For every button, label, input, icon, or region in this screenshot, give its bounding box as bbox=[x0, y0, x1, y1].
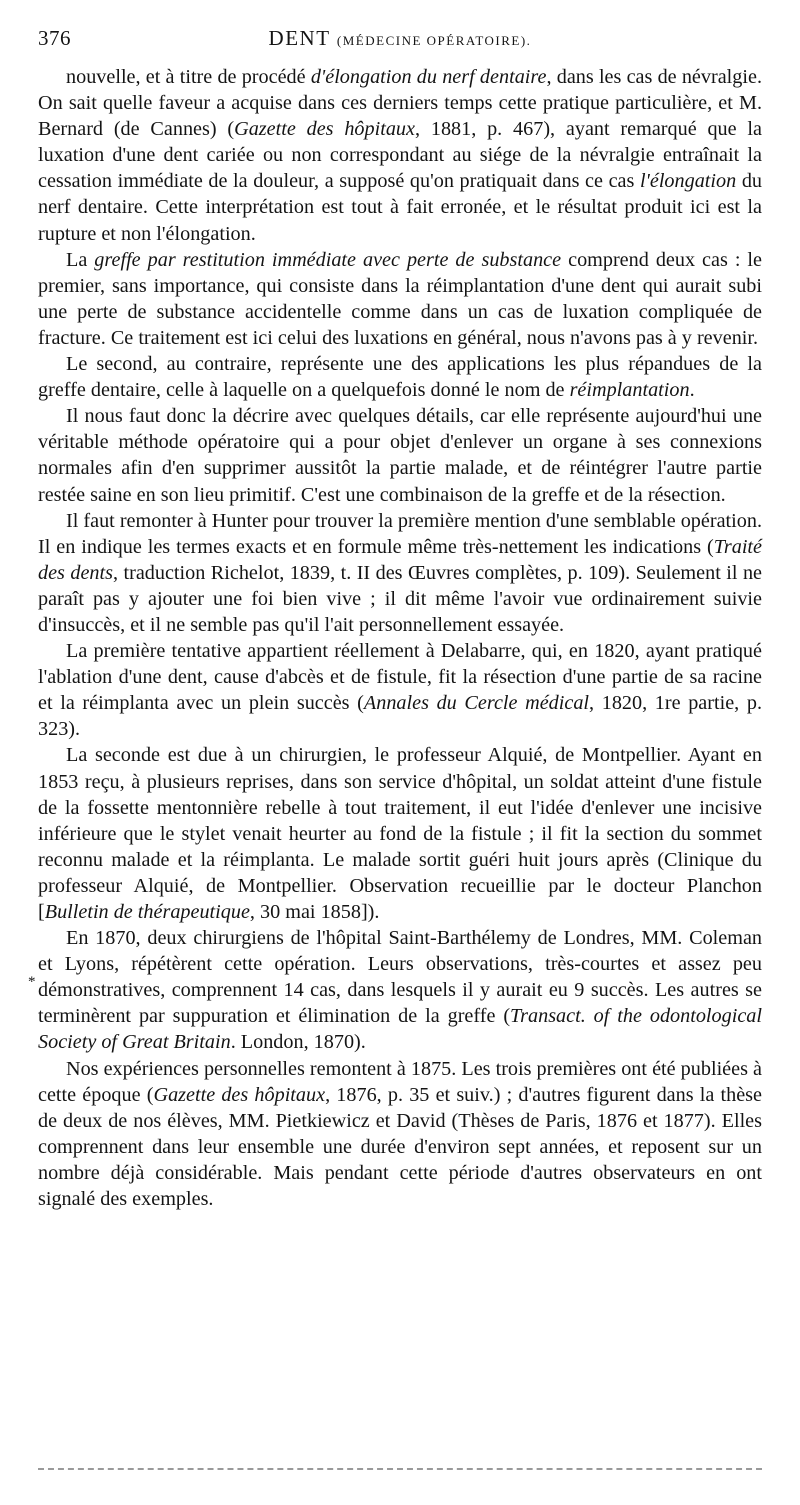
paragraph bbox=[38, 1056, 762, 1213]
italic-run: d'élongation du nerf dentaire bbox=[310, 66, 547, 88]
paragraph bbox=[38, 403, 762, 507]
paragraph bbox=[38, 742, 762, 925]
italic-run: réimplantation bbox=[569, 379, 690, 402]
paragraph bbox=[38, 64, 762, 247]
text-run: , 1881, p. 467), ayant remarqué que la luxation d'une dent cariée ou non correspondant au siége de la névralgie entraînait la cessation immédiate de la douleur, a supposé qu'on pratiquait dans ce cas bbox=[38, 118, 762, 193]
paragraph bbox=[38, 638, 762, 742]
italic-run: Annales du Cercle médical bbox=[363, 692, 590, 715]
footer-rule bbox=[38, 1468, 762, 1470]
text-run: La première tentative appartient réellement à Delabarre, qui, en 1820, ayant pratiqué l'ablation d'une dent, cause d'abcès et de fistule, fit la résection d'une partie de sa racine et la réimplanta avec un plein succès ( bbox=[38, 640, 762, 715]
italic-run: greffe par restitution immédiate avec perte de substance bbox=[94, 248, 562, 271]
italic-run: l'élongation bbox=[639, 170, 737, 193]
text-run: Il nous faut donc la décrire avec quelques détails, car elle représente aujourd'hui une véritable méthode opératoire qui a pour objet d'enlever un organe à ses connexions normales afin d'en supprimer aussitôt la partie malade, et de réintégrer l'autre partie restée saine en son lieu primitif. C'est une combinaison de la greffe et de la résection. bbox=[38, 405, 762, 506]
text-run: La bbox=[66, 248, 95, 271]
text-run: Il faut remonter à Hunter pour trouver la première mention d'une semblable opération. Il en indique les termes exacts et en formule même très-nettement les indications ( bbox=[38, 509, 762, 558]
body-text bbox=[38, 64, 762, 1212]
text-run: du nerf dentaire. Cette interprétation est tout à fait erronée, et le résultat produit ici est la rupture et non l'élongation. bbox=[38, 170, 762, 245]
text-run: , 30 mai 1858]). bbox=[249, 901, 380, 923]
running-header bbox=[38, 26, 762, 56]
text-run: Nos expériences personnelles remontent à 1875. Les trois premières ont été publiées à cette époque ( bbox=[38, 1057, 762, 1106]
italic-run: Bulletin de thérapeutique bbox=[44, 901, 250, 923]
text-run: , 1820, 1re partie, p. 323). bbox=[38, 692, 762, 741]
italic-run: Traité des dents bbox=[38, 535, 762, 584]
paragraph bbox=[38, 508, 762, 638]
running-title-subtitle: (MÉDECINE OPÉRATOIRE). bbox=[336, 33, 532, 48]
text-run: La seconde est due à un chirurgien, le professeur Alquié, de Montpellier. Ayant en 1853 reçu, à plusieurs reprises, dans son service d'hôpital, un soldat atteint d'une fistule de la fossette mentonnière rebelle à tout traitement, il eut l'idée d'enlever une incisive inférieure que le stylet venait heurter au fond de la fistule ; il fit la section du sommet reconnu malade et la réimplanta. Le malade sortit guéri huit jours après (Clinique du professeur Alquié, de Montpellier. Observation recueillie par le docteur Planchon [ bbox=[38, 744, 762, 923]
italic-run: Gazette des hôpitaux bbox=[234, 118, 415, 141]
italic-run: Gazette des hôpitaux bbox=[153, 1083, 326, 1106]
text-run: Le second, au contraire, représente une des applications les plus répandues de la greffe dentaire, celle à laquelle on a quelquefois donné le nom de bbox=[38, 353, 762, 402]
page-number: 376 bbox=[38, 26, 71, 50]
text-run: , traduction Richelot, 1839, t. II des Œuvres complètes, p. 109). Seulement il ne paraît pas y ajouter une foi bien vive ; il dit même l'avoir vue ordinairement suivie d'insuccès, et il ne semble pas qu'il l'ait personnellement essayée. bbox=[38, 561, 762, 636]
text-run: , 1876, p. 35 et suiv.) ; d'autres figurent dans la thèse de deux de nos élèves, MM. Pietkiewicz et David (Thèses de Paris, 1876 et 1877). Elles comprennent dans leur ensemble une durée d'environ sept années, et reposent sur un nombre déjà considérable. Mais pendant cette période d'autres observateurs en ont signalé des exemples. bbox=[38, 1083, 762, 1211]
text-run: En 1870, deux chirurgiens de l'hôpital Saint-Barthélemy de Londres, MM. Coleman et Lyons, répétèrent cette opération. Leurs observations, très-courtes et assez peu démonstratives, comprennent 14 cas, dans lesquels il y aurait eu 9 succès. Les autres se terminèrent par suppuration et élimination de la greffe ( bbox=[38, 927, 762, 1028]
text-run: , dans les cas de névralgie. On sait quelle faveur a acquise dans ces derniers temps cette pratique particulière, et M. Bernard (de Cannes) ( bbox=[38, 66, 762, 141]
paragraph bbox=[38, 351, 762, 403]
running-title bbox=[38, 26, 762, 51]
paragraph bbox=[38, 247, 762, 351]
text-run: comprend deux cas : le premier, sans importance, qui consiste dans la réimplantation d'une dent qui aurait subi une perte de substance accidentelle comme dans un cas de luxation compliquée de fracture. Ce traitement est ici celui des luxations en général, nous n'avons pas à y revenir. bbox=[38, 248, 762, 349]
text-run: . London, 1870). bbox=[230, 1031, 366, 1054]
running-title-main: DENT bbox=[268, 26, 331, 50]
text-run: nouvelle, et à titre de procédé bbox=[66, 66, 311, 88]
italic-run: Transact. of the odontological Society of Great Britain bbox=[38, 1005, 762, 1054]
text-run: . bbox=[689, 379, 695, 402]
paragraph bbox=[38, 925, 762, 1055]
margin-asterisk: * bbox=[28, 974, 36, 990]
